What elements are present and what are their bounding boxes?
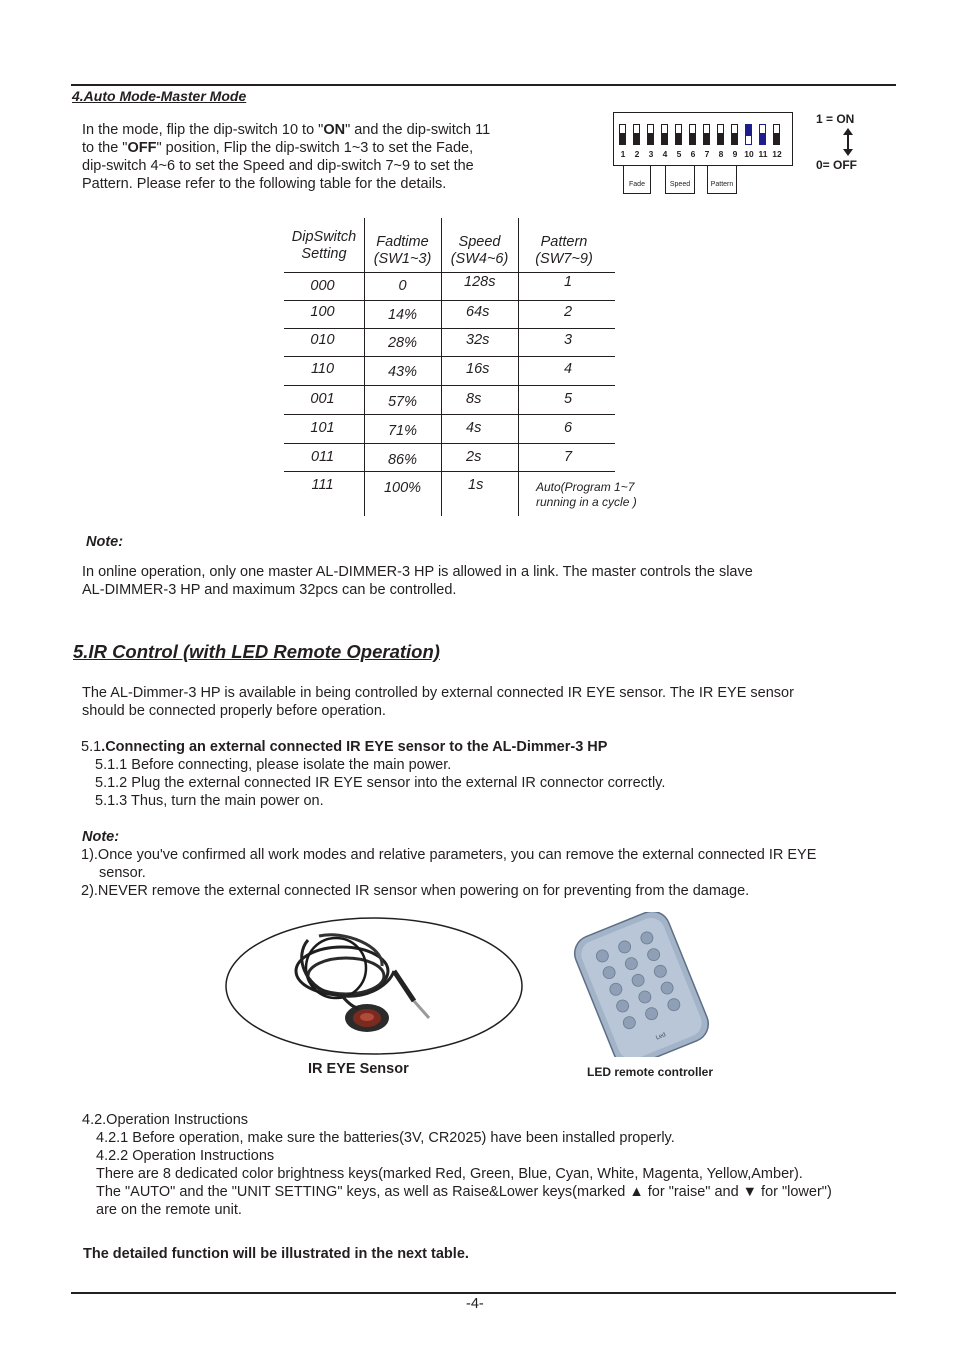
table-cell-setting: 001 bbox=[310, 391, 335, 407]
note2-label: Note: bbox=[82, 829, 120, 845]
dip-switch-7 bbox=[703, 124, 710, 145]
section4-title: 4.Auto Mode-Master Mode bbox=[72, 88, 247, 104]
sensor-caption: IR EYE Sensor bbox=[308, 1061, 409, 1077]
table-cell-speed: 2s bbox=[466, 449, 482, 465]
dip-number: 7 bbox=[704, 149, 710, 159]
operation-line2: 4.2.1 Before operation, make sure the batteries(3V, CR2025) have been installed properly. bbox=[96, 1130, 675, 1146]
dip-number: 10 bbox=[744, 149, 754, 159]
bottom-rule bbox=[71, 1292, 896, 1294]
header-pattern: Pattern (SW7~9) bbox=[535, 234, 593, 267]
step-5-1-3: 5.1.3 Thus, turn the main power on. bbox=[95, 793, 324, 809]
on-legend: 1 = ON bbox=[816, 112, 855, 126]
dip-switch-diagram bbox=[613, 112, 793, 166]
table-cell-setting: 110 bbox=[310, 361, 335, 377]
section4-intro-line1: In the mode, flip the dip-switch 10 to "ON" and the dip-switch 11 bbox=[82, 122, 491, 138]
dip-group-speed: Speed bbox=[665, 166, 695, 194]
dip-switch-6 bbox=[689, 124, 696, 145]
table-cell-fade: 57% bbox=[387, 394, 418, 410]
table-cell-speed: 8s bbox=[466, 391, 482, 407]
table-cell-pattern: 1 bbox=[563, 274, 573, 290]
table-cell-setting: 101 bbox=[310, 420, 335, 436]
table-cell-fade: 100% bbox=[383, 480, 422, 496]
dip-number: 8 bbox=[718, 149, 724, 159]
led-remote-image bbox=[560, 912, 730, 1057]
table-cell-pattern: 3 bbox=[563, 332, 573, 348]
ir-eye-sensor-image bbox=[224, 916, 524, 1056]
table-cell-pattern: 4 bbox=[563, 361, 573, 377]
dip-number: 9 bbox=[732, 149, 738, 159]
table-cell-pattern: 2 bbox=[563, 304, 573, 320]
dip-group-fade: Fade bbox=[623, 166, 651, 194]
note-label: Note: bbox=[86, 534, 124, 550]
dip-number: 4 bbox=[662, 149, 668, 159]
table-cell-speed: 4s bbox=[466, 420, 482, 436]
remote-caption: LED remote controller bbox=[587, 1065, 714, 1079]
dip-number: 1 bbox=[620, 149, 626, 159]
header-speed: Speed (SW4~6) bbox=[450, 234, 509, 267]
section5-intro-line1: The AL-Dimmer-3 HP is available in being controlled by external connected IR EYE sensor. The IR EYE sensor bbox=[82, 685, 794, 701]
dip-number: 6 bbox=[690, 149, 696, 159]
dip-switch-10 bbox=[745, 124, 752, 145]
table-cell-setting: 100 bbox=[310, 304, 335, 320]
table-cell-pattern: 7 bbox=[563, 449, 573, 465]
page-number: -4- bbox=[466, 1296, 484, 1312]
dip-switch-9 bbox=[731, 124, 738, 145]
off-legend: 0= OFF bbox=[816, 158, 858, 172]
section4-intro-line3: dip-switch 4~6 to set the Speed and dip-switch 7~9 to set the bbox=[82, 158, 474, 174]
note1-line1: In online operation, only one master AL-DIMMER-3 HP is allowed in a link. The master controls the slave bbox=[82, 564, 753, 580]
subsection-5-1-title: 5.1.Connecting an external connected IR EYE sensor to the AL-Dimmer-3 HP bbox=[81, 739, 608, 755]
dip-switch-3 bbox=[647, 124, 654, 145]
section4-intro-line2: to the "OFF" position, Flip the dip-switch 1~3 to set the Fade, bbox=[82, 140, 474, 156]
step-5-1-1: 5.1.1 Before connecting, please isolate the main power. bbox=[95, 757, 452, 773]
operation-line6: are on the remote unit. bbox=[96, 1202, 242, 1218]
header-fadtime: Fadtime (SW1~3) bbox=[373, 234, 432, 267]
table-cell-fade: 43% bbox=[387, 364, 418, 380]
table-cell-speed: 16s bbox=[466, 361, 490, 377]
dip-number: 5 bbox=[676, 149, 682, 159]
table-cell-fade: 86% bbox=[387, 452, 418, 468]
table-cell-speed: 128s bbox=[464, 274, 496, 290]
table-cell-speed: 64s bbox=[466, 304, 490, 320]
operation-line4: There are 8 dedicated color brightness keys(marked Red, Green, Blue, Cyan, White, Magenta, Yellow,Amber). bbox=[96, 1166, 803, 1182]
section4-intro-line4: Pattern. Please refer to the following table for the details. bbox=[82, 176, 447, 192]
operation-line5: The "AUTO" and the "UNIT SETTING" keys, as well as Raise&Lower keys(marked ▲ for "raise" and ▼ for "lower") bbox=[96, 1184, 832, 1200]
table-cell-setting: 000 bbox=[310, 278, 335, 294]
footer-note: The detailed function will be illustrated in the next table. bbox=[83, 1246, 469, 1262]
table-cell-pattern-auto: Auto(Program 1~7 running in a cycle ) bbox=[536, 480, 637, 509]
table-cell-pattern: 6 bbox=[563, 420, 573, 436]
dip-switch-1 bbox=[619, 124, 626, 145]
table-cell-fade: 28% bbox=[387, 335, 418, 351]
section5-intro-line2: should be connected properly before operation. bbox=[82, 703, 386, 719]
table-cell-fade: 0 bbox=[398, 278, 407, 294]
dip-switch-5 bbox=[675, 124, 682, 145]
dip-number: 12 bbox=[772, 149, 782, 159]
note2-line1: 1).Once you've confirmed all work modes and relative parameters, you can remove the external connected IR EYE bbox=[81, 847, 817, 863]
note1-line2: AL-DIMMER-3 HP and maximum 32pcs can be controlled. bbox=[82, 582, 457, 598]
header-dipswitch: DipSwitch Setting bbox=[291, 229, 357, 262]
dip-number: 3 bbox=[648, 149, 654, 159]
dip-number: 11 bbox=[758, 149, 768, 159]
table-cell-setting: 010 bbox=[310, 332, 335, 348]
dip-switch-2 bbox=[633, 124, 640, 145]
table-cell-setting: 011 bbox=[310, 449, 335, 465]
table-cell-speed: 32s bbox=[466, 332, 490, 348]
up-down-arrow-icon bbox=[841, 128, 855, 156]
section5-title: 5.IR Control (with LED Remote Operation) bbox=[73, 641, 440, 662]
top-rule bbox=[71, 84, 896, 86]
table-cell-fade: 14% bbox=[387, 307, 418, 323]
dip-number: 2 bbox=[634, 149, 640, 159]
dip-group-pattern: Pattern bbox=[707, 166, 737, 194]
step-5-1-2: 5.1.2 Plug the external connected IR EYE sensor into the external IR connector correctly. bbox=[95, 775, 666, 791]
dip-switch-11 bbox=[759, 124, 766, 145]
table-cell-fade: 71% bbox=[387, 423, 418, 439]
dip-switch-12 bbox=[773, 124, 780, 145]
table-cell-setting: 111 bbox=[311, 477, 334, 493]
dip-settings-table bbox=[284, 218, 644, 516]
table-cell-speed: 1s bbox=[468, 477, 484, 493]
remote-brand: Led bbox=[655, 1032, 667, 1042]
dip-switch-4 bbox=[661, 124, 668, 145]
note2-line1-cont: sensor. bbox=[99, 865, 146, 881]
operation-line3: 4.2.2 Operation Instructions bbox=[96, 1148, 275, 1164]
dip-switch-8 bbox=[717, 124, 724, 145]
operation-line1: 4.2.Operation Instructions bbox=[82, 1112, 249, 1128]
table-cell-pattern: 5 bbox=[563, 391, 573, 407]
note2-line2: 2).NEVER remove the external connected IR sensor when powering on for preventing from the damage. bbox=[81, 883, 750, 899]
